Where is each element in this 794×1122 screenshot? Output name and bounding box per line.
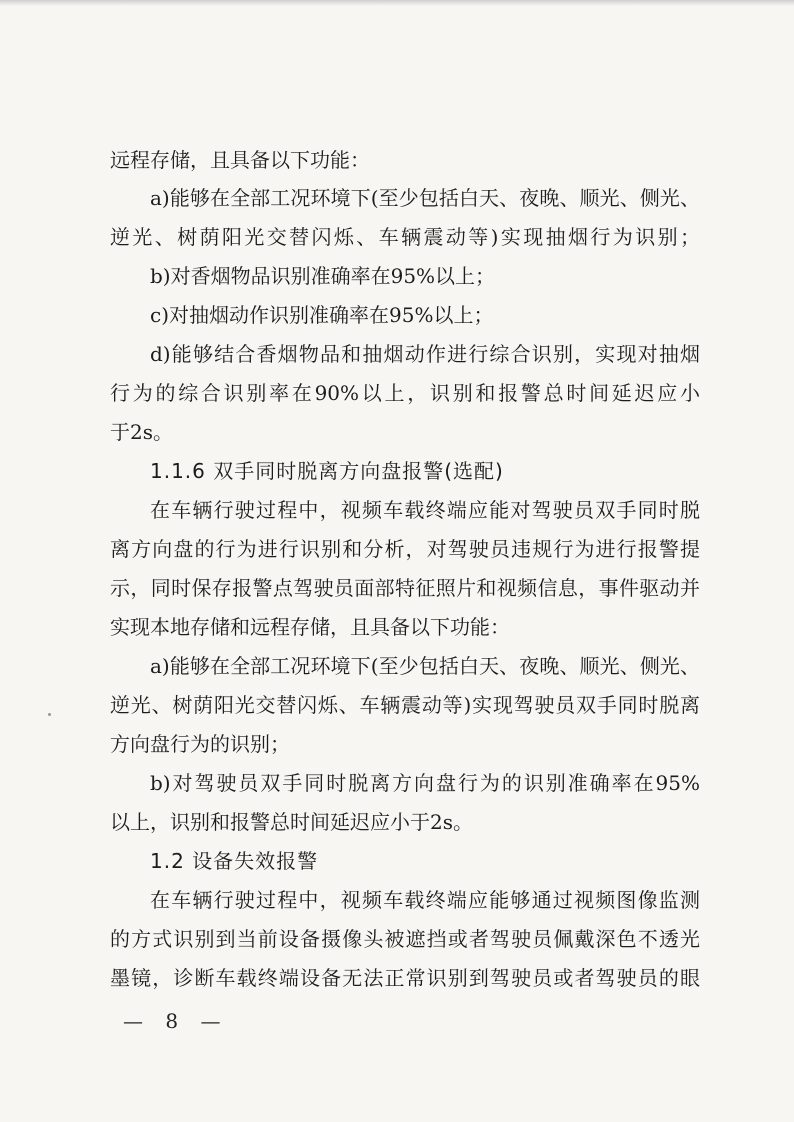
text-line-item-d-3: 于2s。 (110, 420, 173, 444)
section-heading-1-1-6: 1.1.6 双手同时脱离方向盘报警(选配) (150, 459, 504, 483)
text-line-continuation: 远程存储，且具备以下功能： (110, 148, 370, 172)
text-line-item-b2-1: b)对驾驶员双手同时脱离方向盘行为的识别准确率在95% (150, 771, 700, 795)
text-line-item-d-1: d)能够结合香烟物品和抽烟动作进行综合识别，实现对抽烟 (150, 342, 700, 366)
scan-speck (48, 713, 51, 716)
text-line-item-a2-1: a)能够在全部工况环境下(至少包括白天、夜晚、顺光、侧光、 (150, 654, 700, 678)
text-line-item-a2-2: 逆光、树荫阳光交替闪烁、车辆震动等)实现驾驶员双手同时脱离 (110, 693, 700, 717)
text-line-item-a2-3: 方向盘行为的识别； (110, 732, 290, 756)
text-line-item-d-2: 行为的综合识别率在90%以上，识别和报警总时间延迟应小 (110, 381, 700, 405)
text-line-item-a-1: a)能够在全部工况环境下(至少包括白天、夜晚、顺光、侧光、 (150, 186, 700, 210)
text-line-item-b2-2: 以上，识别和报警总时间延迟应小于2s。 (110, 810, 473, 834)
text-line-para2-3: 墨镜，诊断车载终端设备无法正常识别到驾驶员或者驾驶员的眼 (110, 966, 700, 990)
text-line-para-1: 在车辆行驶过程中，视频车载终端应能对驾驶员双手同时脱 (150, 498, 700, 522)
text-line-para2-1: 在车辆行驶过程中，视频车载终端应能够通过视频图像监测 (150, 888, 700, 912)
scan-edge (0, 0, 794, 6)
text-line-item-c: c)对抽烟动作识别准确率在95%以上； (150, 303, 494, 327)
page-number: — 8 — (123, 1009, 229, 1033)
text-line-para-4: 实现本地存储和远程存储，且具备以下功能： (110, 615, 510, 639)
text-line-para2-2: 的方式识别到当前设备摄像头被遮挡或者驾驶员佩戴深色不透光 (110, 927, 700, 951)
text-line-item-b: b)对香烟物品识别准确率在95%以上； (150, 264, 496, 288)
text-line-para-2: 离方向盘的行为进行识别和分析，对驾驶员违规行为进行报警提 (110, 537, 700, 561)
text-line-para-3: 示，同时保存报警点驾驶员面部特征照片和视频信息，事件驱动并 (110, 576, 700, 600)
text-line-item-a-2: 逆光、树荫阳光交替闪烁、车辆震动等)实现抽烟行为识别； (110, 225, 700, 249)
section-heading-1-2: 1.2 设备失效报警 (150, 849, 319, 873)
